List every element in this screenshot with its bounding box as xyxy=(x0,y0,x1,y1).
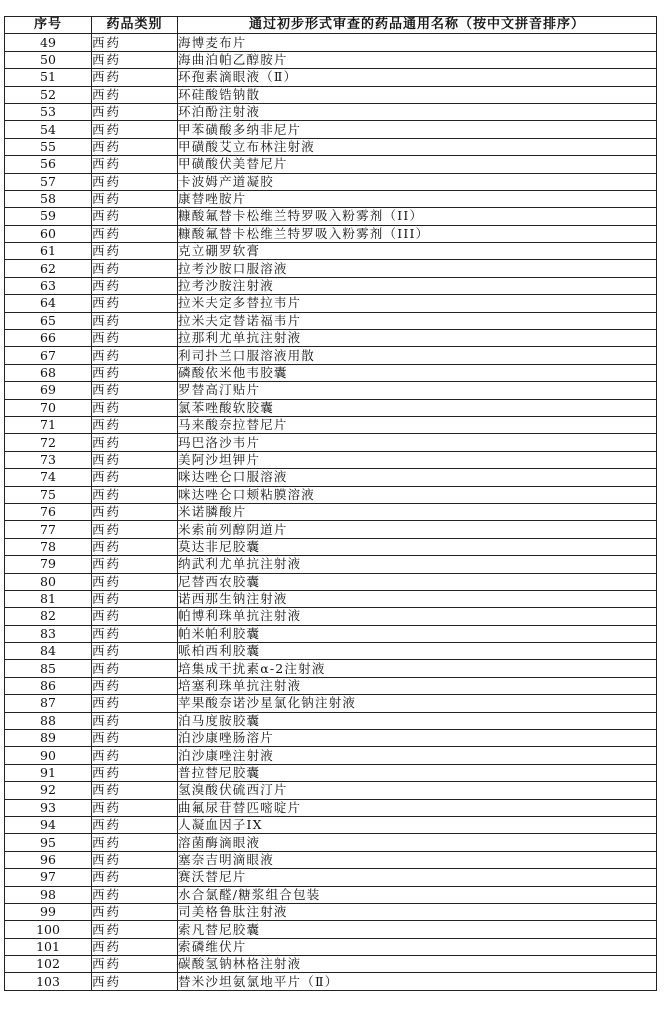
drug-category-cell: 西药 xyxy=(92,834,178,851)
drug-category-cell: 西药 xyxy=(92,764,178,781)
serial-number-cell: 103 xyxy=(5,973,92,990)
serial-number-cell: 76 xyxy=(5,503,92,520)
header-drug-category: 药品类别 xyxy=(92,17,178,34)
drug-name-cell: 氯苯唑酸软胶囊 xyxy=(178,399,657,416)
table-row xyxy=(5,782,657,799)
table-row xyxy=(5,399,657,416)
serial-number-cell: 67 xyxy=(5,347,92,364)
drug-category-cell: 西药 xyxy=(92,190,178,207)
table-row xyxy=(5,816,657,833)
drug-name-cell: 苹果酸奈诺沙星氯化钠注射液 xyxy=(178,695,657,712)
drug-category-cell: 西药 xyxy=(92,138,178,155)
drug-category-cell: 西药 xyxy=(92,956,178,973)
table-row xyxy=(5,295,657,312)
serial-number-cell: 100 xyxy=(5,921,92,938)
drug-name-cell: 咪达唑仑口颊粘膜溶液 xyxy=(178,486,657,503)
drug-name-cell: 诺西那生钠注射液 xyxy=(178,590,657,607)
table-row xyxy=(5,451,657,468)
drug-category-cell: 西药 xyxy=(92,103,178,120)
table-row xyxy=(5,590,657,607)
drug-name-cell: 水合氯醛/糖浆组合包装 xyxy=(178,886,657,903)
drug-name-cell: 泊沙康唑肠溶片 xyxy=(178,730,657,747)
serial-number-cell: 73 xyxy=(5,451,92,468)
serial-number-cell: 64 xyxy=(5,295,92,312)
drug-category-cell: 西药 xyxy=(92,521,178,538)
serial-number-cell: 84 xyxy=(5,643,92,660)
drug-category-cell: 西药 xyxy=(92,295,178,312)
drug-name-cell: 帕米帕利胶囊 xyxy=(178,625,657,642)
table-row xyxy=(5,851,657,868)
serial-number-cell: 94 xyxy=(5,816,92,833)
serial-number-cell: 97 xyxy=(5,869,92,886)
drug-category-cell: 西药 xyxy=(92,921,178,938)
drug-category-cell: 西药 xyxy=(92,86,178,103)
drug-category-cell: 西药 xyxy=(92,260,178,277)
drug-name-cell: 索磷维伏片 xyxy=(178,938,657,955)
drug-category-cell: 西药 xyxy=(92,712,178,729)
drug-name-cell: 碳酸氢钠林格注射液 xyxy=(178,956,657,973)
drug-name-cell: 甲磺酸艾立布林注射液 xyxy=(178,138,657,155)
drug-category-cell: 西药 xyxy=(92,330,178,347)
table-row xyxy=(5,138,657,155)
drug-category-cell: 西药 xyxy=(92,973,178,990)
table-row xyxy=(5,556,657,573)
drug-category-cell: 西药 xyxy=(92,69,178,86)
serial-number-cell: 78 xyxy=(5,538,92,555)
table-row xyxy=(5,573,657,590)
table-row xyxy=(5,243,657,260)
drug-name-cell: 米索前列醇阴道片 xyxy=(178,521,657,538)
drug-category-cell: 西药 xyxy=(92,225,178,242)
serial-number-cell: 65 xyxy=(5,312,92,329)
drug-name-cell: 海博麦布片 xyxy=(178,34,657,51)
drug-name-cell: 咪达唑仑口服溶液 xyxy=(178,469,657,486)
serial-number-cell: 81 xyxy=(5,590,92,607)
drug-name-cell: 赛沃替尼片 xyxy=(178,869,657,886)
drug-category-cell: 西药 xyxy=(92,608,178,625)
table-row xyxy=(5,51,657,68)
table-body xyxy=(5,34,657,990)
drug-name-cell: 人凝血因子IX xyxy=(178,816,657,833)
drug-name-cell: 环硅酸锆钠散 xyxy=(178,86,657,103)
serial-number-cell: 49 xyxy=(5,34,92,51)
drug-name-cell: 拉考沙胺注射液 xyxy=(178,277,657,294)
drug-category-cell: 西药 xyxy=(92,399,178,416)
drug-category-cell: 西药 xyxy=(92,851,178,868)
table-row xyxy=(5,869,657,886)
serial-number-cell: 55 xyxy=(5,138,92,155)
drug-category-cell: 西药 xyxy=(92,625,178,642)
drug-name-cell: 司美格鲁肽注射液 xyxy=(178,903,657,920)
serial-number-cell: 87 xyxy=(5,695,92,712)
table-row xyxy=(5,834,657,851)
table-row xyxy=(5,312,657,329)
table-row xyxy=(5,921,657,938)
table-row xyxy=(5,416,657,433)
table-row xyxy=(5,503,657,520)
drug-category-cell: 西药 xyxy=(92,416,178,433)
table-row xyxy=(5,173,657,190)
serial-number-cell: 61 xyxy=(5,243,92,260)
serial-number-cell: 62 xyxy=(5,260,92,277)
drug-category-cell: 西药 xyxy=(92,486,178,503)
drug-name-cell: 拉考沙胺口服溶液 xyxy=(178,260,657,277)
serial-number-cell: 51 xyxy=(5,69,92,86)
drug-name-cell: 克立硼罗软膏 xyxy=(178,243,657,260)
serial-number-cell: 95 xyxy=(5,834,92,851)
serial-number-cell: 56 xyxy=(5,156,92,173)
drug-category-cell: 西药 xyxy=(92,434,178,451)
drug-name-cell: 美阿沙坦钾片 xyxy=(178,451,657,468)
serial-number-cell: 90 xyxy=(5,747,92,764)
drug-name-cell: 康替唑胺片 xyxy=(178,190,657,207)
drug-category-cell: 西药 xyxy=(92,538,178,555)
serial-number-cell: 74 xyxy=(5,469,92,486)
serial-number-cell: 58 xyxy=(5,190,92,207)
table-row xyxy=(5,330,657,347)
serial-number-cell: 59 xyxy=(5,208,92,225)
serial-number-cell: 60 xyxy=(5,225,92,242)
drug-category-cell: 西药 xyxy=(92,677,178,694)
table-row xyxy=(5,608,657,625)
drug-category-cell: 西药 xyxy=(92,643,178,660)
table-row xyxy=(5,364,657,381)
drug-name-cell: 帕博利珠单抗注射液 xyxy=(178,608,657,625)
drug-name-cell: 拉米夫定多替拉韦片 xyxy=(178,295,657,312)
drug-category-cell: 西药 xyxy=(92,590,178,607)
drug-category-cell: 西药 xyxy=(92,173,178,190)
drug-name-cell: 甲磺酸伏美替尼片 xyxy=(178,156,657,173)
drug-name-cell: 普拉替尼胶囊 xyxy=(178,764,657,781)
drug-name-cell: 尼替西农胶囊 xyxy=(178,573,657,590)
table-row xyxy=(5,938,657,955)
drug-category-cell: 西药 xyxy=(92,869,178,886)
serial-number-cell: 50 xyxy=(5,51,92,68)
drug-category-cell: 西药 xyxy=(92,660,178,677)
drug-category-cell: 西药 xyxy=(92,938,178,955)
drug-category-cell: 西药 xyxy=(92,277,178,294)
drug-category-cell: 西药 xyxy=(92,903,178,920)
serial-number-cell: 80 xyxy=(5,573,92,590)
table-row xyxy=(5,660,657,677)
drug-name-cell: 拉那利尤单抗注射液 xyxy=(178,330,657,347)
drug-name-cell: 塞奈吉明滴眼液 xyxy=(178,851,657,868)
drug-category-cell: 西药 xyxy=(92,382,178,399)
serial-number-cell: 91 xyxy=(5,764,92,781)
drug-category-cell: 西药 xyxy=(92,156,178,173)
drug-category-cell: 西药 xyxy=(92,886,178,903)
drug-name-cell: 泊马度胺胶囊 xyxy=(178,712,657,729)
table-row xyxy=(5,712,657,729)
serial-number-cell: 66 xyxy=(5,330,92,347)
table-row xyxy=(5,799,657,816)
table-row xyxy=(5,225,657,242)
table-row xyxy=(5,347,657,364)
drug-category-cell: 西药 xyxy=(92,799,178,816)
drug-list-table xyxy=(4,16,657,991)
drug-name-cell: 莫达非尼胶囊 xyxy=(178,538,657,555)
serial-number-cell: 96 xyxy=(5,851,92,868)
drug-name-cell: 糠酸氟替卡松维兰特罗吸入粉雾剂（III） xyxy=(178,225,657,242)
table-row xyxy=(5,956,657,973)
drug-category-cell: 西药 xyxy=(92,573,178,590)
serial-number-cell: 93 xyxy=(5,799,92,816)
table-row xyxy=(5,764,657,781)
serial-number-cell: 88 xyxy=(5,712,92,729)
drug-category-cell: 西药 xyxy=(92,730,178,747)
drug-category-cell: 西药 xyxy=(92,782,178,799)
drug-name-cell: 环孢素滴眼液（Ⅱ） xyxy=(178,69,657,86)
table-row xyxy=(5,486,657,503)
serial-number-cell: 83 xyxy=(5,625,92,642)
serial-number-cell: 52 xyxy=(5,86,92,103)
drug-name-cell: 纳武利尤单抗注射液 xyxy=(178,556,657,573)
serial-number-cell: 70 xyxy=(5,399,92,416)
drug-category-cell: 西药 xyxy=(92,556,178,573)
table-row xyxy=(5,103,657,120)
drug-category-cell: 西药 xyxy=(92,469,178,486)
serial-number-cell: 71 xyxy=(5,416,92,433)
drug-name-cell: 海曲泊帕乙醇胺片 xyxy=(178,51,657,68)
serial-number-cell: 102 xyxy=(5,956,92,973)
table-row xyxy=(5,886,657,903)
table-row xyxy=(5,747,657,764)
serial-number-cell: 92 xyxy=(5,782,92,799)
table-row xyxy=(5,208,657,225)
serial-number-cell: 63 xyxy=(5,277,92,294)
drug-category-cell: 西药 xyxy=(92,347,178,364)
drug-name-cell: 罗替高汀贴片 xyxy=(178,382,657,399)
drug-name-cell: 拉米夫定替诺福韦片 xyxy=(178,312,657,329)
header-serial-number: 序号 xyxy=(5,17,92,34)
drug-name-cell: 糠酸氟替卡松维兰特罗吸入粉雾剂（II） xyxy=(178,208,657,225)
header-drug-name: 通过初步形式审查的药品通用名称（按中文拼音排序） xyxy=(178,17,657,34)
table-row xyxy=(5,190,657,207)
drug-name-cell: 替米沙坦氨氯地平片（Ⅱ） xyxy=(178,973,657,990)
serial-number-cell: 77 xyxy=(5,521,92,538)
drug-category-cell: 西药 xyxy=(92,451,178,468)
table-row xyxy=(5,434,657,451)
table-row xyxy=(5,730,657,747)
serial-number-cell: 99 xyxy=(5,903,92,920)
drug-name-cell: 甲苯磺酸多纳非尼片 xyxy=(178,121,657,138)
serial-number-cell: 57 xyxy=(5,173,92,190)
table-row xyxy=(5,121,657,138)
drug-name-cell: 索凡替尼胶囊 xyxy=(178,921,657,938)
drug-category-cell: 西药 xyxy=(92,312,178,329)
serial-number-cell: 53 xyxy=(5,103,92,120)
drug-name-cell: 泊沙康唑注射液 xyxy=(178,747,657,764)
table-row xyxy=(5,538,657,555)
drug-name-cell: 磷酸依米他韦胶囊 xyxy=(178,364,657,381)
drug-name-cell: 玛巴洛沙韦片 xyxy=(178,434,657,451)
table-row xyxy=(5,677,657,694)
drug-category-cell: 西药 xyxy=(92,121,178,138)
table-row xyxy=(5,156,657,173)
drug-name-cell: 曲氟尿苷替匹嘧啶片 xyxy=(178,799,657,816)
drug-name-cell: 米诺膦酸片 xyxy=(178,503,657,520)
drug-name-cell: 卡波姆产道凝胶 xyxy=(178,173,657,190)
drug-category-cell: 西药 xyxy=(92,695,178,712)
drug-category-cell: 西药 xyxy=(92,51,178,68)
table-row xyxy=(5,277,657,294)
drug-name-cell: 氢溴酸伏硫西汀片 xyxy=(178,782,657,799)
drug-category-cell: 西药 xyxy=(92,747,178,764)
drug-name-cell: 哌柏西利胶囊 xyxy=(178,643,657,660)
serial-number-cell: 86 xyxy=(5,677,92,694)
serial-number-cell: 85 xyxy=(5,660,92,677)
table-row xyxy=(5,382,657,399)
serial-number-cell: 69 xyxy=(5,382,92,399)
table-row xyxy=(5,625,657,642)
drug-category-cell: 西药 xyxy=(92,364,178,381)
drug-category-cell: 西药 xyxy=(92,816,178,833)
serial-number-cell: 75 xyxy=(5,486,92,503)
serial-number-cell: 98 xyxy=(5,886,92,903)
drug-category-cell: 西药 xyxy=(92,208,178,225)
table-row xyxy=(5,260,657,277)
drug-name-cell: 溶菌酶滴眼液 xyxy=(178,834,657,851)
drug-name-cell: 利司扑兰口服溶液用散 xyxy=(178,347,657,364)
table-row xyxy=(5,69,657,86)
drug-category-cell: 西药 xyxy=(92,243,178,260)
serial-number-cell: 68 xyxy=(5,364,92,381)
serial-number-cell: 72 xyxy=(5,434,92,451)
table-row xyxy=(5,695,657,712)
table-row xyxy=(5,86,657,103)
table-row xyxy=(5,903,657,920)
header-row xyxy=(5,17,657,34)
table-row xyxy=(5,973,657,990)
drug-category-cell: 西药 xyxy=(92,503,178,520)
serial-number-cell: 89 xyxy=(5,730,92,747)
serial-number-cell: 79 xyxy=(5,556,92,573)
serial-number-cell: 82 xyxy=(5,608,92,625)
drug-category-cell: 西药 xyxy=(92,34,178,51)
drug-name-cell: 培集成干扰素α-2注射液 xyxy=(178,660,657,677)
table-row xyxy=(5,34,657,51)
table-row xyxy=(5,469,657,486)
serial-number-cell: 101 xyxy=(5,938,92,955)
table-row xyxy=(5,643,657,660)
serial-number-cell: 54 xyxy=(5,121,92,138)
drug-name-cell: 培塞利珠单抗注射液 xyxy=(178,677,657,694)
drug-name-cell: 环泊酚注射液 xyxy=(178,103,657,120)
drug-name-cell: 马来酸奈拉替尼片 xyxy=(178,416,657,433)
table-row xyxy=(5,521,657,538)
